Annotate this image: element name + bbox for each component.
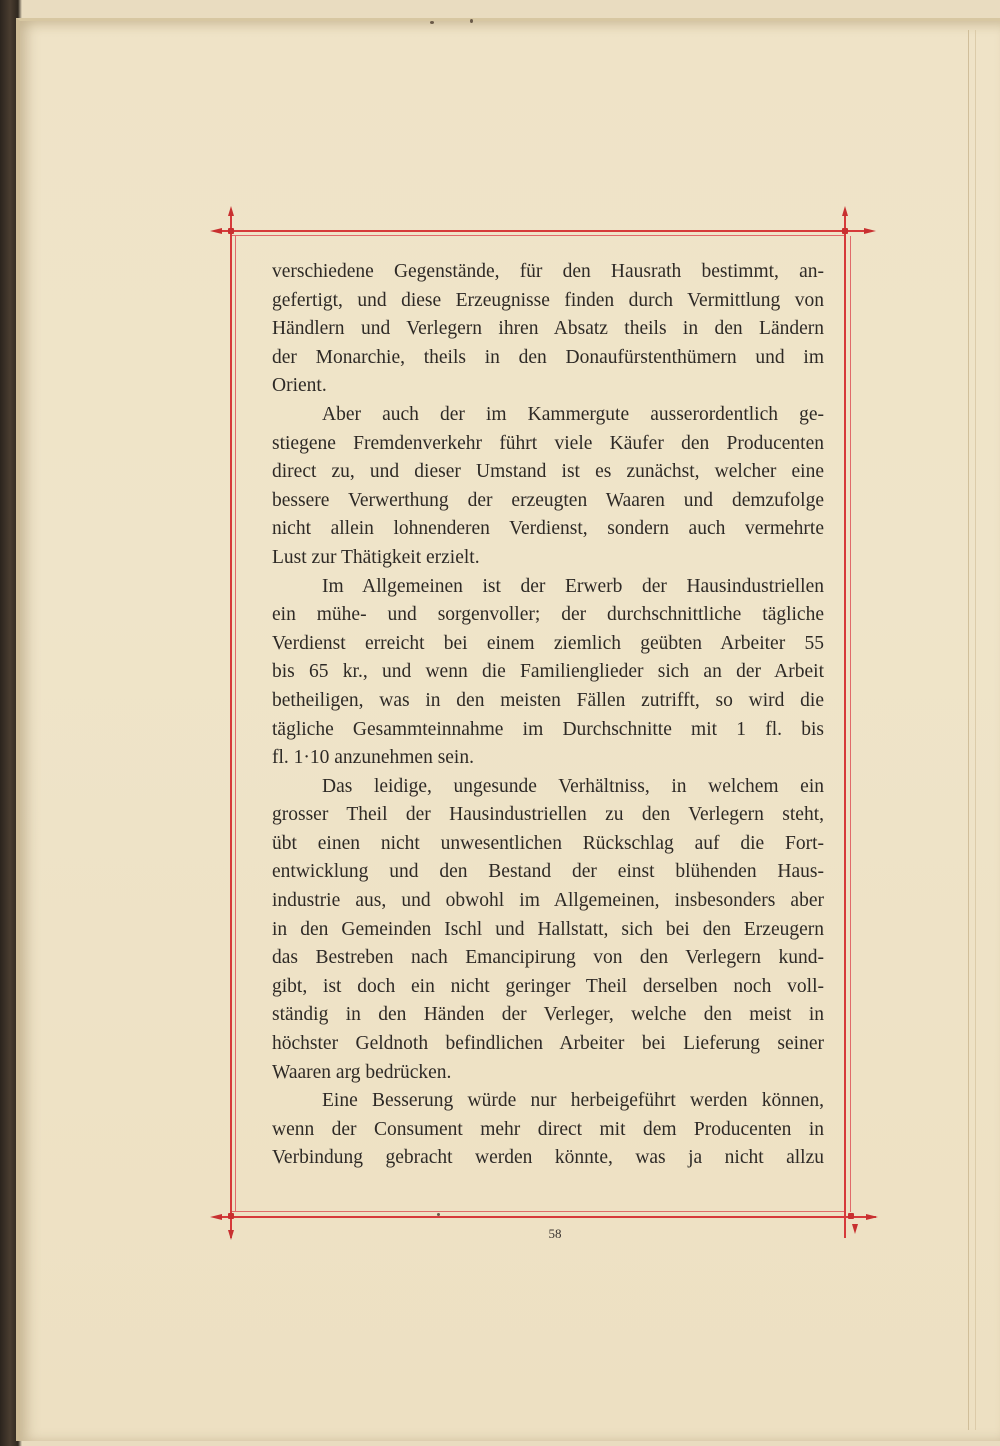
frame-corner-bottom-right-icon xyxy=(848,1213,854,1219)
paragraph xyxy=(272,573,824,773)
frame-top-line xyxy=(214,230,864,232)
text-line: direct zu, und dieser Umstand ist es zunächst, welcher eine xyxy=(272,461,824,483)
frame-ornament-right-bottom-icon xyxy=(866,1214,878,1220)
text-line: Aber auch der im Kammergute ausserordentlich ge- xyxy=(322,403,824,425)
text-line: grosser Theil der Hausindustriellen zu den Verlegern steht, xyxy=(272,804,824,826)
text-line: verschiedene Gegenstände, für den Hausrath bestimmt, an- xyxy=(272,261,824,282)
text-line: betheiligen, was in den meisten Fällen zutrifft, so wird die xyxy=(272,689,824,711)
text-line: das Bestreben nach Emancipirung von den Verlegern kund- xyxy=(272,947,824,969)
page-number: 58 xyxy=(548,1226,562,1241)
text-line: Verbindung gebracht werden könnte, was ja nicht allzu xyxy=(272,1147,824,1169)
text-line: Waaren arg bedrücken. xyxy=(272,1061,452,1083)
frame-corner-top-right-icon xyxy=(842,228,848,234)
frame-ornament-top-right-icon xyxy=(842,206,848,216)
text-line: übt einen nicht unwesentlichen Rückschlag auf die Fort- xyxy=(272,832,824,854)
text-line: in den Gemeinden Ischl und Hallstatt, sich bei den Erzeugern xyxy=(272,918,824,940)
frame-bottom-inner-line xyxy=(232,1211,844,1212)
text-line: Lust zur Thätigkeit erzielt. xyxy=(272,546,480,568)
text-line: wenn der Consument mehr direct mit dem Producenten in xyxy=(272,1118,824,1140)
text-line: Orient. xyxy=(272,375,327,397)
paragraph xyxy=(272,1087,824,1173)
text-line: Das leidige, ungesunde Verhältniss, in welchem ein xyxy=(322,775,824,797)
text-line: industrie aus, und obwohl im Allgemeinen, insbesonders aber xyxy=(272,890,824,912)
text-line: nicht allein lohnenderen Verdienst, sondern auch vermehrte xyxy=(272,518,824,540)
text-line: gibt, ist doch ein nicht geringer Theil derselben noch voll- xyxy=(272,975,824,997)
text-line: Im Allgemeinen ist der Erwerb der Hausindustriellen xyxy=(322,575,824,597)
frame-ornament-top-left-icon xyxy=(228,206,234,216)
body-text xyxy=(272,258,824,1173)
text-line: fl. 1·10 anzunehmen sein. xyxy=(272,747,474,769)
text-line: bis 65 kr., und wenn die Familienglieder sich an der Arbeit xyxy=(272,661,824,683)
frame-ornament-bottom-right-icon xyxy=(852,1224,858,1234)
text-line: bessere Verwerthung der erzeugten Waaren und demzufolge xyxy=(272,489,824,511)
frame-right-inner-line xyxy=(850,236,851,1212)
paper-speck xyxy=(430,21,434,24)
text-line: tägliche Gesammteinnahme im Durchschnitte mit 1 fl. bis xyxy=(272,718,824,740)
frame-ornament-bottom-left-icon xyxy=(228,1230,234,1240)
text-line: ständig in den Händen der Verleger, welche den meist in xyxy=(272,1004,824,1026)
frame-corner-top-left-icon xyxy=(228,228,234,234)
frame-top-inner-line xyxy=(232,235,844,236)
frame-ornament-left-bottom-icon xyxy=(210,1214,222,1220)
frame-bottom-line xyxy=(214,1216,876,1218)
page-edge xyxy=(968,30,976,1430)
text-line: gefertigt, und diese Erzeugnisse finden durch Vermittlung von xyxy=(272,289,824,311)
text-line: Eine Besserung würde nur herbeigeführt werden können, xyxy=(322,1090,824,1112)
text-line: entwicklung und den Bestand der einst blühenden Haus- xyxy=(272,861,824,883)
text-line: ein mühe- und sorgenvoller; der durchschnittliche tägliche xyxy=(272,604,824,626)
frame-left-line xyxy=(230,212,232,1238)
frame-left-inner-line xyxy=(235,236,236,1212)
text-line: stiegene Fremdenverkehr führt viele Käufer den Producenten xyxy=(272,432,824,454)
frame-corner-bottom-left-icon xyxy=(228,1213,234,1219)
text-line: der Monarchie, theils in den Donaufürstenthümern und im xyxy=(272,346,824,368)
paragraph xyxy=(272,773,824,1088)
text-line: Händlern und Verlegern ihren Absatz theils in den Ländern xyxy=(272,318,824,340)
paper-speck xyxy=(437,1213,440,1216)
frame-ornament-left-top-icon xyxy=(210,228,222,234)
text-line: Verdienst erreicht bei einem ziemlich geübten Arbeiter 55 xyxy=(272,632,824,654)
paper-speck xyxy=(470,19,473,23)
text-line: höchster Geldnoth befindlichen Arbeiter bei Lieferung seiner xyxy=(272,1033,824,1055)
paragraph xyxy=(272,401,824,573)
frame-right-line xyxy=(844,212,846,1238)
paragraph xyxy=(272,258,824,401)
frame-ornament-right-top-icon xyxy=(864,228,876,234)
